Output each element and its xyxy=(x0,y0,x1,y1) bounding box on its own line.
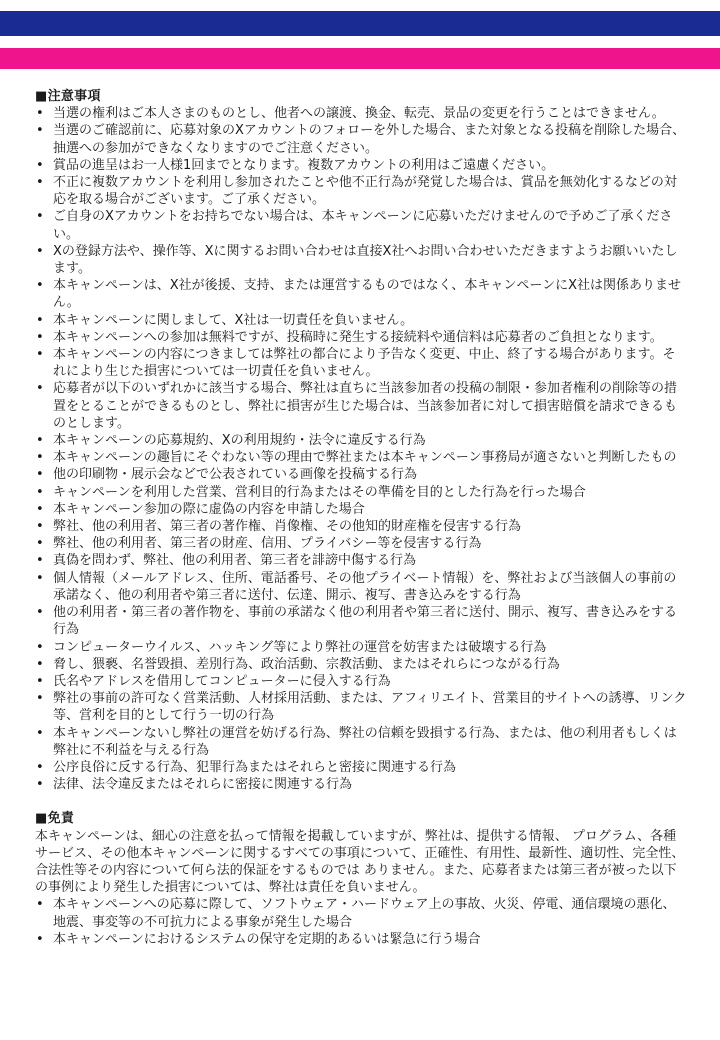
list-item: • 氏名やアドレスを借用してコンピューターに侵入する行為 xyxy=(35,673,687,690)
disclaimer-heading: ■免責 xyxy=(35,811,75,827)
list-item: • 本キャンペーンは、X社が後援、支持、または運営するものではなく、本キャンペーンにX社は関係ありません。 xyxy=(35,277,687,311)
list-item: • 当選の権利はご本人さまのものとし、他者への譲渡、換金、転売、景品の変更を行うことはできません。 xyxy=(35,105,687,122)
list-item: • 個人情報（メールアドレス、住所、電話番号、その他プライベート情報）を、弊社および当該個人の事前の承諾なく、他の利用者や第三者に送付、伝達、開示、複写、書き込みをする行為 xyxy=(35,570,687,604)
list-item: • 公序良俗に反する行為、犯罪行為またはそれらと密接に関連する行為 xyxy=(35,759,687,776)
list-item: • 本キャンペーン参加の際に虚偽の内容を申請した場合 xyxy=(35,501,687,518)
disclaimer-paragraph: 本キャンペーンは、細心の注意を払って情報を掲載していますが、弊社は、提供する情報、 プログラム、各種サービス、その他本キャンペーンに関するすべての事項について、正確性、有用性、最新性、適切性、完全性、合法性等その内容について何ら法的保証をするものでは ありません。また、応募者または第三者が被った以下の事例により発生した損害については、弊社は責任を負いません。 xyxy=(35,828,685,896)
list-item: • 当選のご確認前に、応募対象のXアカウントのフォローを外した場合、また対象となる投稿を削除した場合、抽選への参加ができなくなりますのでご注意ください。 xyxy=(35,122,687,156)
section-gap xyxy=(35,793,687,810)
header-stripe-pink xyxy=(0,48,720,69)
list-item: • 本キャンペーンにおけるシステムの保守を定期的あるいは緊急に行う場合 xyxy=(35,931,687,948)
list-item: • 本キャンペーンないし弊社の運営を妨げる行為、弊社の信頼を毀損する行為、または、他の利用者もしくは弊社に不利益を与える行為 xyxy=(35,725,687,759)
list-item: • ご自身のXアカウントをお持ちでない場合は、本キャンペーンに応募いただけませんので予めご了承ください。 xyxy=(35,208,687,242)
list-item: • 本キャンペーンの趣旨にそぐわない等の理由で弊社または本キャンペーン事務局が適さないと判断したもの xyxy=(35,449,687,466)
list-item: • 他の印刷物・展示会などで公表されている画像を投稿する行為 xyxy=(35,466,687,483)
list-item: • コンピューターウイルス、ハッキング等により弊社の運営を妨害または破壊する行為 xyxy=(35,639,687,656)
list-item: • 弊社、他の利用者、第三者の財産、信用、プライバシー等を侵害する行為 xyxy=(35,535,687,552)
list-item: • 不正に複数アカウントを利用し参加されたことや他不正行為が発覚した場合は、賞品を無効化するなどの対応を取る場合がございます。ご了承ください。 xyxy=(35,174,687,208)
list-item: • 賞品の進呈はお一人様1回までとなります。複数アカウントの利用はご遠慮ください。 xyxy=(35,157,687,174)
list-item: • 本キャンペーンへの参加は無料ですが、投稿時に発生する接続料や通信料は応募者のご負担となります。 xyxy=(35,329,687,346)
list-item: • キャンペーンを利用した営業、営利目的行為またはその準備を目的とした行為を行った場合 xyxy=(35,484,687,501)
notes-heading: ■注意事項 xyxy=(35,89,101,104)
list-item: • 本キャンペーンへの応募に際して、ソフトウェア・ハードウェア上の事故、火災、停電、通信環境の悪化、地震、事変等の不可抗力による事象が発生した場合 xyxy=(35,896,687,930)
list-item: • 法律、法令違反またはそれらに密接に関連する行為 xyxy=(35,776,687,793)
document-body xyxy=(35,88,687,948)
list-item: • 応募者が以下のいずれかに該当する場合、弊社は直ちに当該参加者の投稿の制限・参加者権利の削除等の措置をとることができるものとし、弊社に損害が生じた場合は、当該参加者に対して損害賠償を請求できるものとします。 xyxy=(35,380,687,432)
list-item: • 本キャンペーンの応募規約、Xの利用規約・法令に違反する行為 xyxy=(35,432,687,449)
list-item: • 脅し、猥褻、名誉毀損、差別行為、政治活動、宗教活動、またはそれらにつながる行為 xyxy=(35,656,687,673)
list-item: • 他の利用者・第三者の著作物を、事前の承諾なく他の利用者や第三者に送付、開示、複写、書き込みをする行為 xyxy=(35,604,687,638)
disclaimer-list xyxy=(35,896,687,948)
list-item: • 弊社、他の利用者、第三者の著作権、肖像権、その他知的財産権を侵害する行為 xyxy=(35,518,687,535)
header-stripe-navy xyxy=(0,11,720,36)
list-item: • Xの登録方法や、操作等、Xに関するお問い合わせは直接X社へお問い合わせいただきますようお願いいたします。 xyxy=(35,243,687,277)
list-item: • 弊社の事前の許可なく営業活動、人材採用活動、または、アフィリエイト、営業目的サイトへの誘導、リンク等、営利を目的として行う一切の行為 xyxy=(35,690,687,724)
notes-list xyxy=(35,105,687,793)
list-item: • 真偽を問わず、弊社、他の利用者、第三者を誹謗中傷する行為 xyxy=(35,552,687,569)
list-item: • 本キャンペーンに関しまして、X社は一切責任を負いません。 xyxy=(35,312,687,329)
list-item: • 本キャンペーンの内容につきましては弊社の都合により予告なく変更、中止、終了する場合があります。それにより生じた損害については一切責任を負いません。 xyxy=(35,346,687,380)
